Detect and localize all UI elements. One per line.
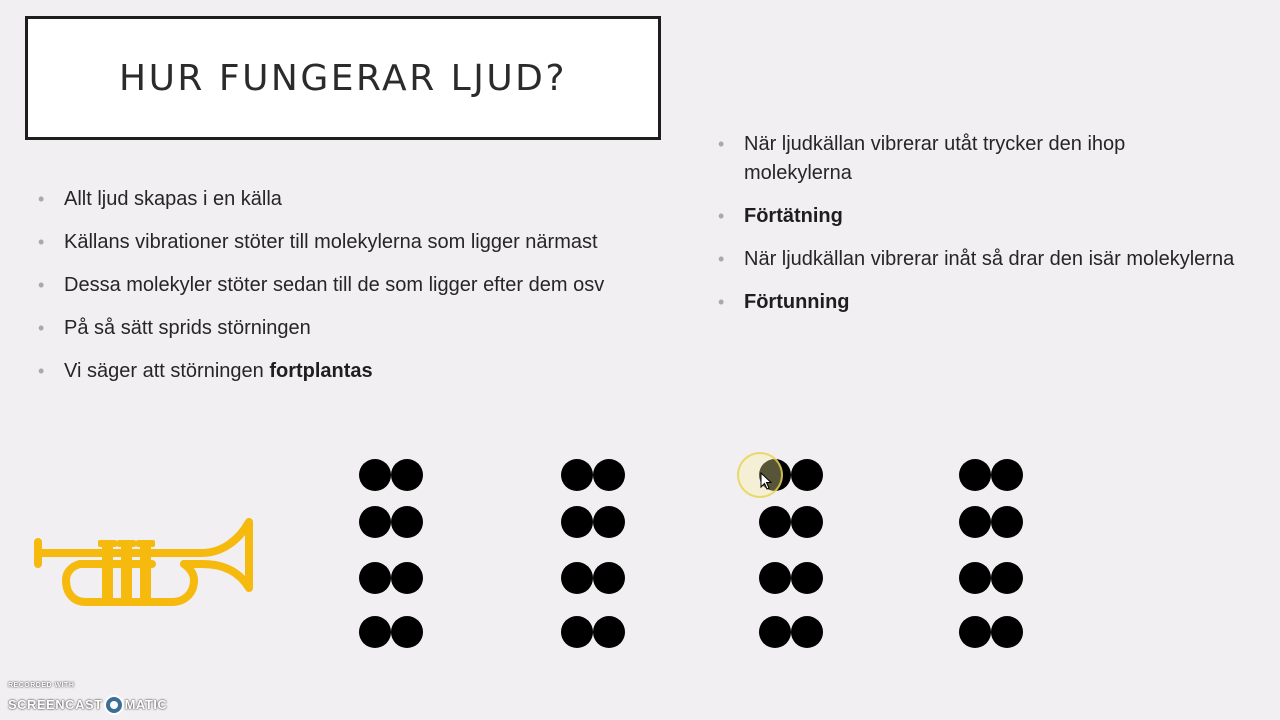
watermark-logo-text (8, 694, 167, 714)
left-bullet-1 (36, 184, 686, 227)
bullet-text: Källans vibrationer stöter till molekylerna som ligger närmast (64, 231, 598, 253)
bullet-dot: • (38, 275, 45, 295)
right-bullet-4 (716, 288, 1236, 317)
molecule-dot (359, 616, 391, 648)
molecule-dot (593, 506, 625, 538)
molecule-dot (593, 459, 625, 491)
bullet-dot: • (718, 206, 725, 226)
title-box (25, 16, 661, 140)
trumpet-icon (34, 516, 258, 610)
bullet-text: Dessa molekyler stöter sedan till de som ligger efter dem osv (64, 274, 605, 296)
molecule-dot (959, 616, 991, 648)
bullet-dot: • (38, 361, 45, 381)
molecule-dot (391, 459, 423, 491)
molecule-dot (359, 459, 391, 491)
molecule-dot (593, 562, 625, 594)
bullet-text: När ljudkällan vibrerar utåt trycker den ihop molekylerna (744, 133, 1126, 184)
molecule-dot (759, 616, 791, 648)
molecule-dot (791, 616, 823, 648)
bullet-bold-term: Förtunning (744, 291, 850, 313)
molecule-dot (991, 459, 1023, 491)
screencast-watermark (8, 682, 168, 716)
right-bullet-1 (716, 130, 1236, 188)
bullet-dot: • (38, 189, 45, 209)
molecule-dot (391, 506, 423, 538)
molecule-dot (991, 562, 1023, 594)
bullet-bold-term: Förtätning (744, 205, 843, 227)
molecule-dot (359, 506, 391, 538)
screencast-logo-icon (104, 695, 124, 715)
watermark-small-text: RECORDED WITH (8, 682, 75, 689)
molecule-dot (959, 562, 991, 594)
molecule-dot (791, 506, 823, 538)
bullet-bold-term: fortplantas (269, 360, 373, 382)
molecule-dot (391, 616, 423, 648)
molecule-dot (561, 459, 593, 491)
molecule-dot (759, 506, 791, 538)
watermark-left-text: SCREENCAST (8, 696, 103, 712)
bullet-text: När ljudkällan vibrerar inåt så drar den isär molekylerna (744, 248, 1235, 270)
bullet-dot: • (718, 249, 725, 269)
watermark-right-text: MATIC (124, 696, 168, 712)
bullet-dot: • (718, 134, 725, 154)
molecule-dot (959, 459, 991, 491)
left-bullet-4 (36, 313, 686, 356)
molecule-dot (561, 562, 593, 594)
left-bullet-2 (36, 227, 686, 270)
bullet-dot: • (718, 292, 725, 312)
molecule-dot (391, 562, 423, 594)
cursor-arrow-icon (760, 472, 772, 490)
molecule-dot (959, 506, 991, 538)
molecule-dot (791, 459, 823, 491)
left-bullet-list (36, 184, 686, 399)
molecule-dot (759, 562, 791, 594)
right-bullet-2 (716, 202, 1236, 231)
molecule-dot (991, 506, 1023, 538)
molecule-dot (593, 616, 625, 648)
molecule-dot (561, 616, 593, 648)
slide-title: HUR FUNGERAR LJUD? (119, 57, 567, 99)
bullet-dot: • (38, 318, 45, 338)
bullet-text: Vi säger att störningen (64, 360, 270, 382)
right-bullet-3 (716, 245, 1236, 274)
left-bullet-3 (36, 270, 686, 313)
bullet-dot: • (38, 232, 45, 252)
molecule-dot (791, 562, 823, 594)
molecule-dot (991, 616, 1023, 648)
bullet-text: Allt ljud skapas i en källa (64, 188, 282, 210)
left-bullet-5 (36, 356, 686, 399)
bullet-text: På så sätt sprids störningen (64, 317, 311, 339)
molecule-dot (561, 506, 593, 538)
right-bullet-list (716, 130, 1236, 331)
molecule-dot (359, 562, 391, 594)
